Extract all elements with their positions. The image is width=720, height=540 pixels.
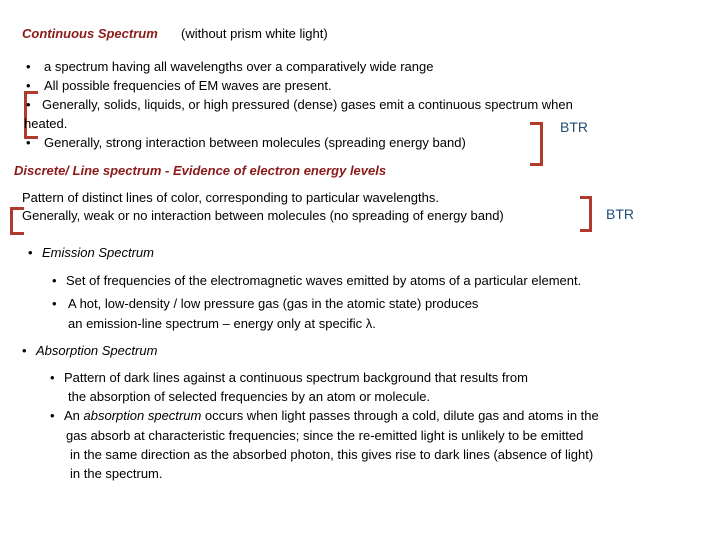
continuous-bullet-3-wrap: heated. (24, 116, 68, 131)
emission-bullet-2: A hot, low-density / low pressure gas (gas in the atomic state) produces (68, 296, 479, 311)
bullet-marker: • (28, 245, 33, 260)
discrete-spectrum-title: Discrete/ Line spectrum - Evidence of electron energy levels (14, 163, 387, 178)
continuous-bullet-4: Generally, strong interaction between molecules (spreading energy band) (44, 135, 466, 150)
bullet-marker: • (52, 296, 57, 311)
bullet-marker: • (50, 370, 55, 385)
absorption-bullet-2-pre: An (64, 408, 84, 423)
absorption-bullet-2 (64, 407, 599, 425)
right-bracket (530, 122, 543, 166)
continuous-bullet-2: All possible frequencies of EM waves are present. (44, 78, 332, 93)
emission-bullet-1: Set of frequencies of the electromagnetic waves emitted by atoms of a particular element. (66, 273, 582, 288)
emission-spectrum-title: Emission Spectrum (42, 245, 154, 260)
discrete-line-1: Pattern of distinct lines of color, corresponding to particular wavelengths. (22, 190, 439, 205)
continuous-spectrum-title: Continuous Spectrum (22, 26, 158, 41)
absorption-bullet-2-wrap: in the same direction as the absorbed photon, this gives rise to dark lines (absence of light) (70, 447, 594, 462)
continuous-bullet-3: Generally, solids, liquids, or high pressured (dense) gases emit a continuous spectrum when (42, 97, 573, 112)
absorption-bullet-2-wrap: in the spectrum. (70, 466, 163, 481)
bullet-marker: • (26, 78, 31, 93)
bullet-marker: • (22, 343, 27, 358)
absorption-bullet-1-wrap: the absorption of selected frequencies by an atom or molecule. (68, 389, 431, 404)
discrete-line-2: Generally, weak or no interaction between molecules (no spreading of energy band) (22, 208, 504, 223)
absorption-bullet-1: Pattern of dark lines against a continuous spectrum background that results from (64, 370, 528, 385)
absorption-bullet-2-post: occurs when light passes through a cold, dilute gas and atoms in the (201, 408, 599, 423)
continuous-bullet-1: a spectrum having all wavelengths over a comparatively wide range (44, 59, 434, 74)
absorption-spectrum-term: absorption spectrum (83, 408, 202, 423)
bullet-marker: • (52, 273, 57, 288)
emission-bullet-2-wrap: an emission-line spectrum – energy only at specific λ. (68, 316, 376, 331)
right-bracket (580, 196, 592, 232)
btr-label: BTR (560, 119, 588, 135)
bullet-marker: • (50, 408, 55, 423)
btr-label: BTR (606, 206, 634, 222)
bullet-marker: • (26, 135, 31, 150)
bullet-marker: • (26, 97, 31, 112)
bullet-marker: • (26, 59, 31, 74)
absorption-spectrum-title: Absorption Spectrum (36, 343, 158, 358)
absorption-bullet-2-wrap: gas absorb at characteristic frequencies; since the re-emitted light is unlikely to be emitted (66, 428, 584, 443)
continuous-spectrum-subtitle: (without prism white light) (181, 26, 328, 41)
